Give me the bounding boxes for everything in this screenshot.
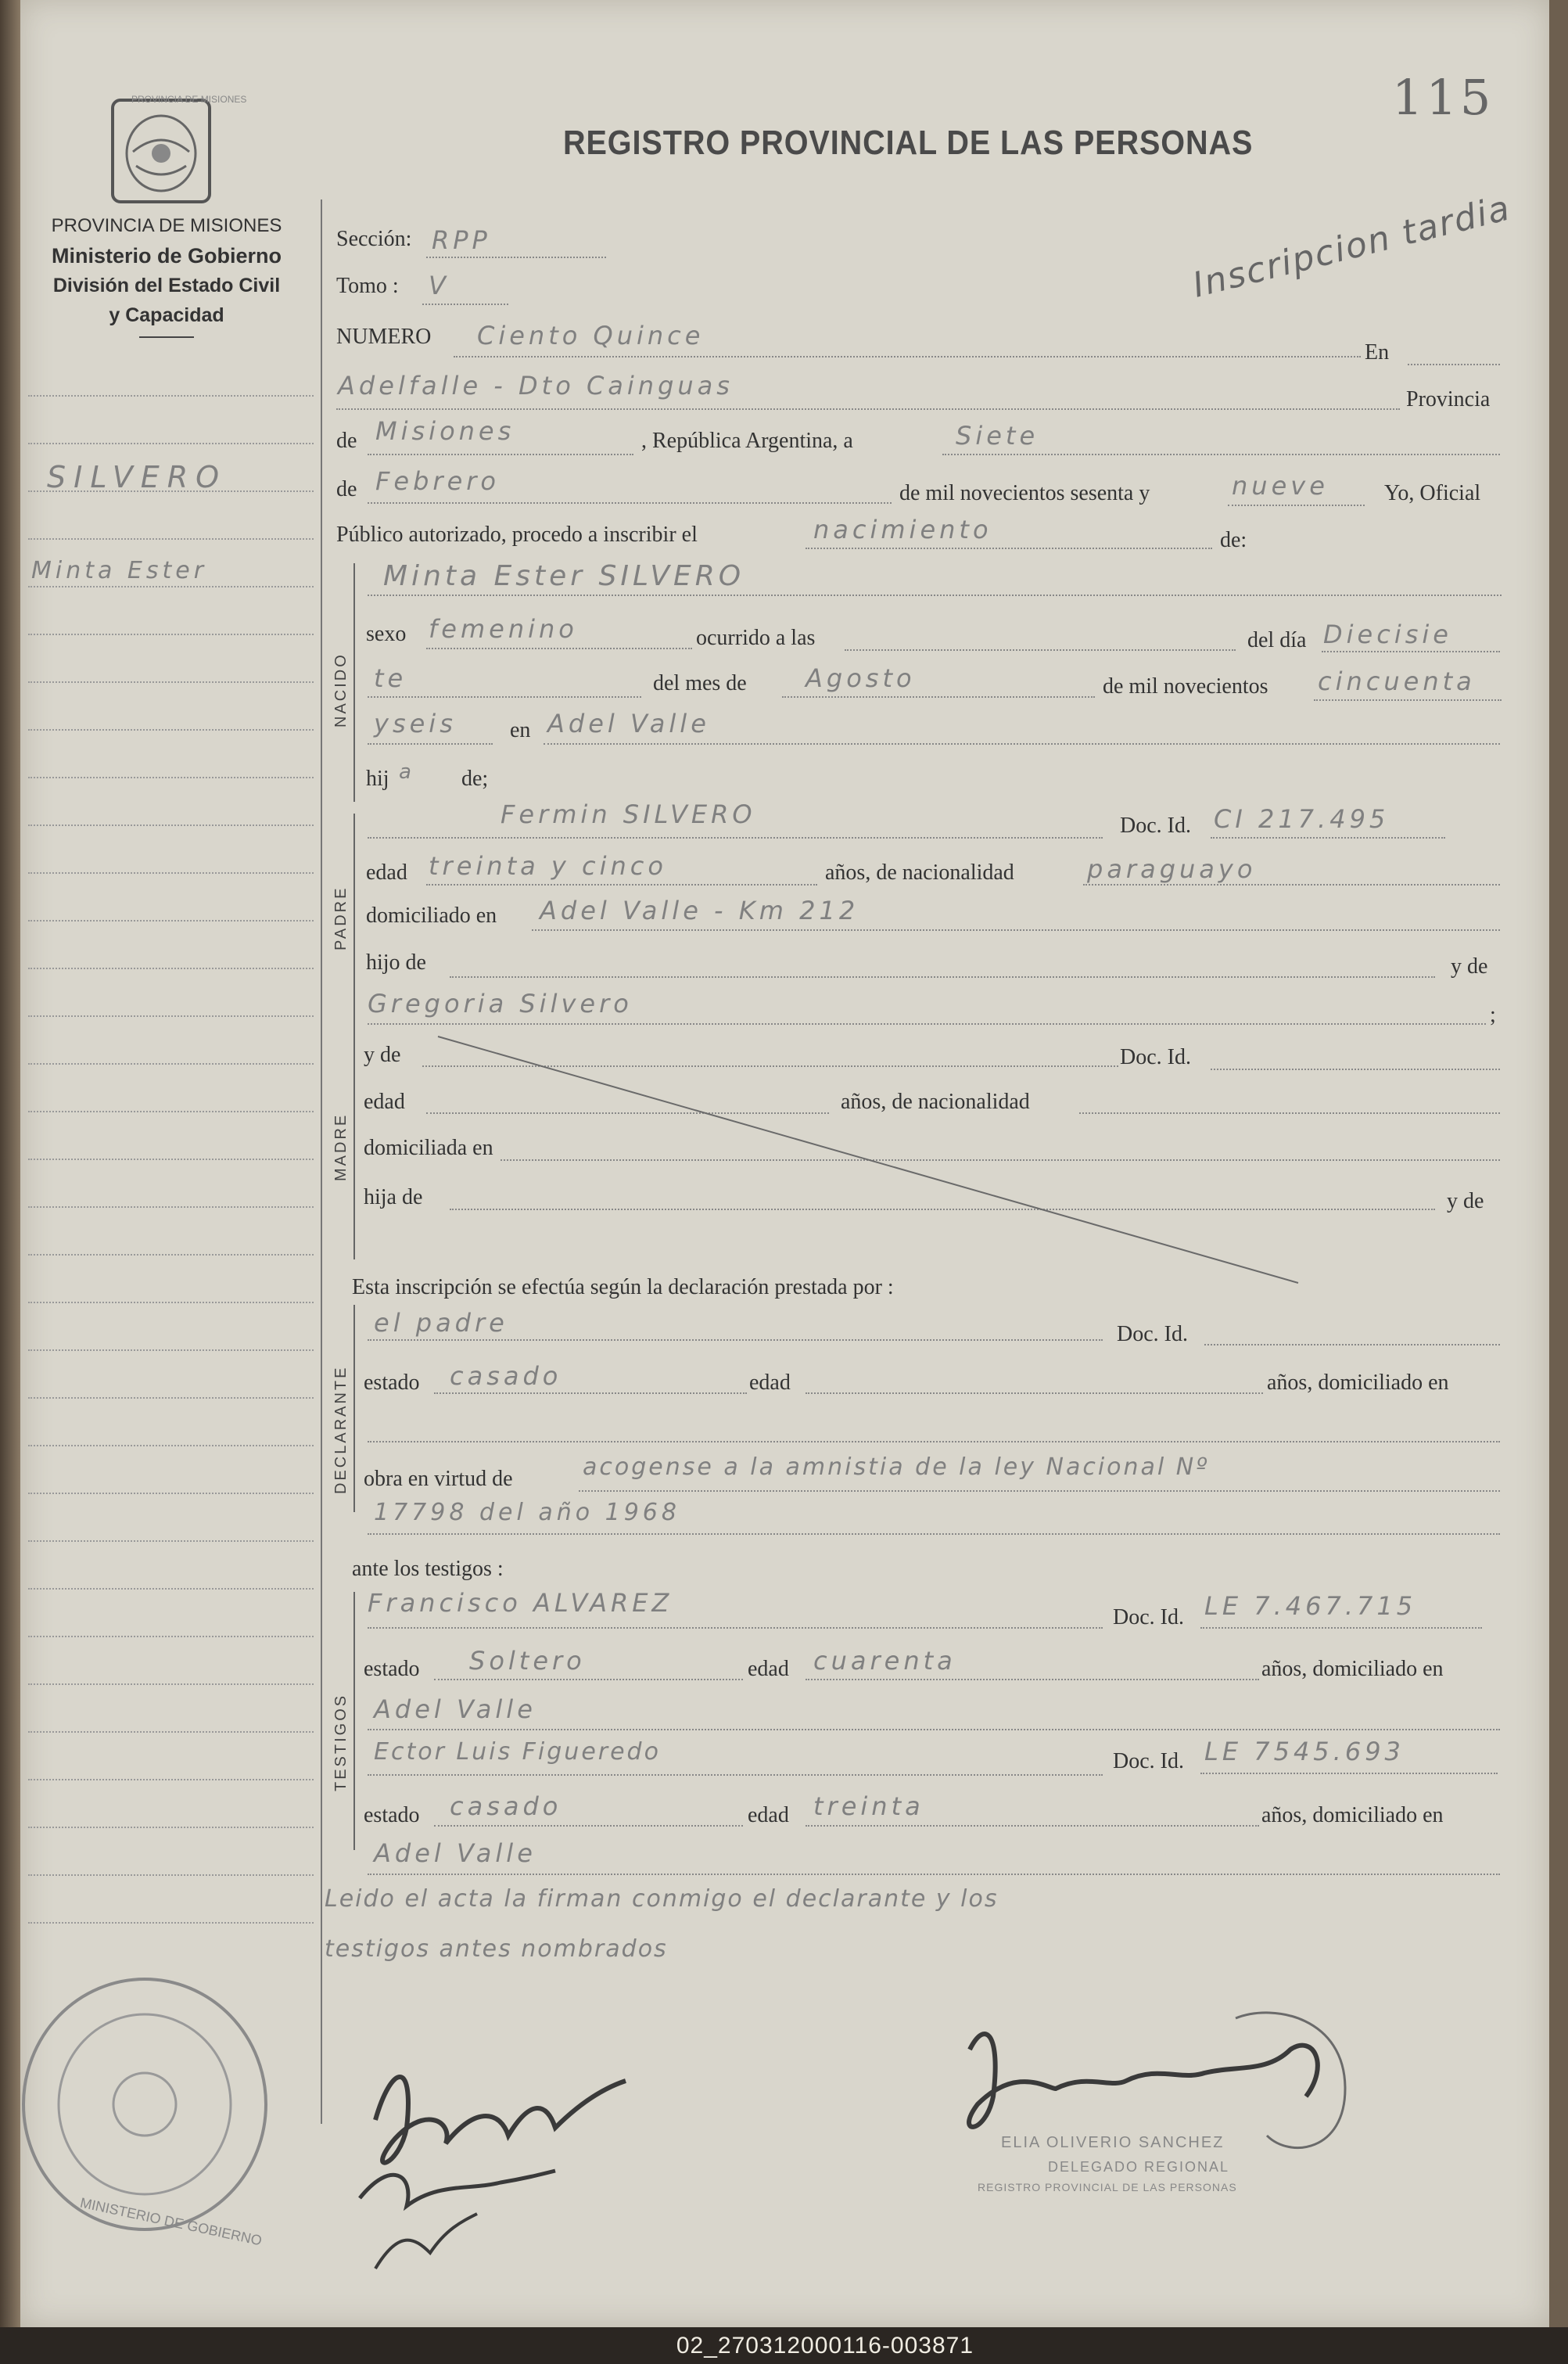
tardy-registration-annotation: Inscripcion tardia	[1189, 188, 1515, 306]
testigo2-dom-value: Adel Valle	[374, 1838, 536, 1868]
testigo1-estado-label: estado	[364, 1657, 420, 1681]
acto-value: nacimiento	[813, 515, 992, 544]
nombre-value: Minta Ester SILVERO	[383, 560, 745, 592]
testigo1-dom-line	[368, 1729, 1500, 1730]
declarante-edad-line	[806, 1392, 1263, 1394]
sexo-value: femenino	[429, 614, 578, 644]
declarante-label: DECLARANTE	[332, 1365, 350, 1494]
margin-surname: SILVERO	[47, 460, 228, 494]
sexo-label: sexo	[366, 622, 407, 646]
yo-oficial-label: Yo, Oficial	[1384, 481, 1481, 505]
obra-value: acogense a la amnistia de la ley Nacional Nº	[583, 1453, 1210, 1481]
numero-value: Ciento Quince	[477, 321, 705, 350]
emblem-text: PROVINCIA DE MISIONES	[131, 94, 247, 105]
closing-line-2: testigos antes nombrados	[325, 1935, 668, 1963]
document-title: REGISTRO PROVINCIAL DE LAS PERSONAS	[563, 124, 1254, 162]
publico-label: Público autorizado, procedo a inscribir el	[336, 523, 698, 547]
stamp-name: ELIA OLIVERIO SANCHEZ	[1001, 2134, 1225, 2151]
declarante-edad-label: edad	[749, 1371, 791, 1395]
obra-cont-value: 17798 del año 1968	[374, 1499, 680, 1526]
ano-nac-value: cincuenta	[1318, 666, 1476, 696]
declarante-line	[368, 1339, 1103, 1341]
testigo2-doc-label: Doc. Id.	[1113, 1749, 1184, 1773]
obra-cont-line	[368, 1533, 1500, 1535]
testigo2-estado-line	[434, 1825, 743, 1827]
nacido-label: NACIDO	[332, 652, 350, 728]
declarante-estado-line	[434, 1392, 747, 1394]
declarante-doc-label: Doc. Id.	[1117, 1322, 1188, 1346]
numero-label: NUMERO	[336, 325, 432, 349]
stamp-role: DELEGADO REGIONAL	[1048, 2159, 1230, 2175]
del-dia-label: del día	[1247, 628, 1307, 652]
declarante-estado-label: estado	[364, 1371, 420, 1395]
testigo1-estado-line	[434, 1679, 743, 1680]
tomo-value: V	[429, 271, 450, 300]
declarante-doc-line	[1204, 1344, 1500, 1345]
obra-line	[579, 1490, 1500, 1492]
padre-edad-value: treinta y cinco	[429, 851, 667, 881]
lugar-nac-value: Adel Valle	[547, 709, 710, 738]
madre-label: MADRE	[332, 1112, 350, 1181]
padre-doc-value: CI 217.495	[1214, 804, 1390, 834]
madre-edad-label: edad	[364, 1090, 405, 1114]
testigos-label: TESTIGOS	[332, 1693, 350, 1791]
header-ministry: Ministerio de Gobierno	[51, 244, 282, 268]
de-label-2: de	[336, 477, 357, 501]
testigo2-edad-label: edad	[748, 1803, 789, 1827]
padre-semicolon: ;	[1490, 1003, 1496, 1027]
ante-testigos-label: ante los testigos :	[352, 1557, 504, 1581]
page-number: 115	[1392, 69, 1494, 126]
testigo1-edad-line	[806, 1679, 1259, 1680]
image-caption: 02_270312000116-003871	[676, 2333, 974, 2359]
madre-y-de-label-2: y de	[1447, 1189, 1484, 1213]
testigo1-line	[368, 1627, 1103, 1629]
signature-declarante	[344, 2034, 673, 2284]
de-mil-nov-label: de mil novecientos	[1103, 674, 1268, 699]
margin-given-names: Minta Ester	[31, 557, 208, 584]
padre-doc-label: Doc. Id.	[1120, 814, 1191, 838]
provincia-value: Misiones	[375, 416, 515, 446]
testigo1-estado-value: Soltero	[469, 1646, 586, 1676]
header-province: PROVINCIA DE MISIONES	[51, 215, 282, 236]
lugar-value: Adelfalle - Dto Cainguas	[338, 371, 734, 401]
padre-y-de-label: y de	[1451, 954, 1488, 979]
testigo1-doc-line	[1200, 1627, 1482, 1629]
obra-label: obra en virtud de	[364, 1467, 513, 1491]
testigo1-edad-label: edad	[748, 1657, 789, 1681]
padre-edad-label: edad	[366, 860, 407, 885]
madre-anos-nac-label: años, de nacionalidad	[841, 1090, 1030, 1114]
testigo1-edad-value: cuarenta	[813, 1646, 956, 1676]
testigo2-dom-line	[368, 1874, 1500, 1875]
padre-hijo-de-label: hijo de	[366, 950, 426, 975]
testigo2-anos-dom-label: años, domiciliado en	[1261, 1803, 1444, 1827]
de-label-1: de	[336, 429, 357, 453]
dia-value: Siete	[956, 421, 1039, 451]
declarante-estado-value: casado	[450, 1361, 562, 1391]
testigo2-estado-value: casado	[450, 1791, 562, 1821]
seal-text: MINISTERIO DE GOBIERNO	[78, 2194, 264, 2249]
stamp-office: REGISTRO PROVINCIAL DE LAS PERSONAS	[978, 2181, 1237, 2193]
ocurrido-label: ocurrido a las	[696, 626, 816, 650]
header-division: División del Estado Civil	[52, 275, 281, 296]
padre-dom-value: Adel Valle - Km 212	[540, 896, 859, 925]
mes-nac-value: Agosto	[806, 663, 916, 693]
testigo2-name: Ector Luis Figueredo	[374, 1738, 661, 1766]
testigo1-name: Francisco ALVAREZ	[368, 1588, 673, 1618]
testigos-box	[353, 1592, 355, 1850]
header-capacity: y Capacidad	[109, 304, 224, 326]
dia-nac-value: Diecisie	[1323, 620, 1452, 649]
closing-line-1: Leido el acta la firman conmigo el declarante y los	[325, 1885, 999, 1913]
testigo1-doc-label: Doc. Id.	[1113, 1605, 1184, 1629]
tomo-label: Tomo :	[336, 274, 399, 298]
padre-anos-nac-label: años, de nacionalidad	[825, 860, 1014, 885]
de-semi-label: de;	[461, 767, 489, 791]
padre-nombre-value: Fermin SILVERO	[501, 799, 756, 829]
madre-domiciliada-label: domiciliada en	[364, 1136, 493, 1160]
declarante-box	[353, 1305, 355, 1512]
testigo2-edad-value: treinta	[813, 1791, 924, 1821]
ano-value: nueve	[1232, 471, 1329, 501]
ano-nac-cont-value: yseis	[374, 709, 457, 738]
declarante-anos-dom-label: años, domiciliado en	[1267, 1371, 1449, 1395]
padre-domiciliado-label: domiciliado en	[366, 904, 497, 928]
testigo1-doc-value: LE 7.467.715	[1204, 1591, 1417, 1621]
hij-label: hij	[366, 767, 389, 791]
testigo1-dom-value: Adel Valle	[374, 1694, 536, 1724]
seccion-value: RPP	[432, 225, 491, 255]
seccion-label: Sección:	[336, 227, 412, 251]
declaracion-label: Esta inscripción se efectúa según la declaración prestada por :	[352, 1275, 894, 1299]
mes-value: Febrero	[375, 466, 500, 496]
madre-doc-label: Doc. Id.	[1120, 1045, 1191, 1069]
madre-hija-de-label: hija de	[364, 1185, 423, 1209]
de-mil-label: de mil novecientos sesenta y	[899, 481, 1150, 505]
testigo1-anos-dom-label: años, domiciliado en	[1261, 1657, 1444, 1681]
del-mes-label: del mes de	[653, 671, 747, 695]
padre-nac-value: paraguayo	[1087, 854, 1257, 884]
testigo2-line	[368, 1774, 1103, 1776]
declarante-value: el padre	[374, 1308, 508, 1338]
en-label: En	[1365, 340, 1390, 365]
de-colon-label: de:	[1220, 528, 1247, 552]
testigo2-edad-line	[806, 1825, 1259, 1827]
official-seal	[16, 1971, 274, 2237]
padre-madre-value: Gregoria Silvero	[368, 989, 633, 1019]
republica-label: , República Argentina, a	[641, 429, 853, 453]
madre-y-de-label: y de	[364, 1043, 401, 1067]
en-lower-label: en	[510, 718, 531, 742]
padre-label: PADRE	[332, 886, 350, 950]
testigo2-doc-value: LE 7545.693	[1204, 1737, 1405, 1766]
provincia-label: Provincia	[1406, 387, 1491, 411]
declarante-dom-line	[368, 1441, 1500, 1442]
testigo2-estado-label: estado	[364, 1803, 420, 1827]
testigo2-doc-line	[1200, 1773, 1498, 1774]
hij-suffix-value: a	[399, 760, 415, 784]
dia-nac-cont-value: te	[374, 663, 407, 693]
